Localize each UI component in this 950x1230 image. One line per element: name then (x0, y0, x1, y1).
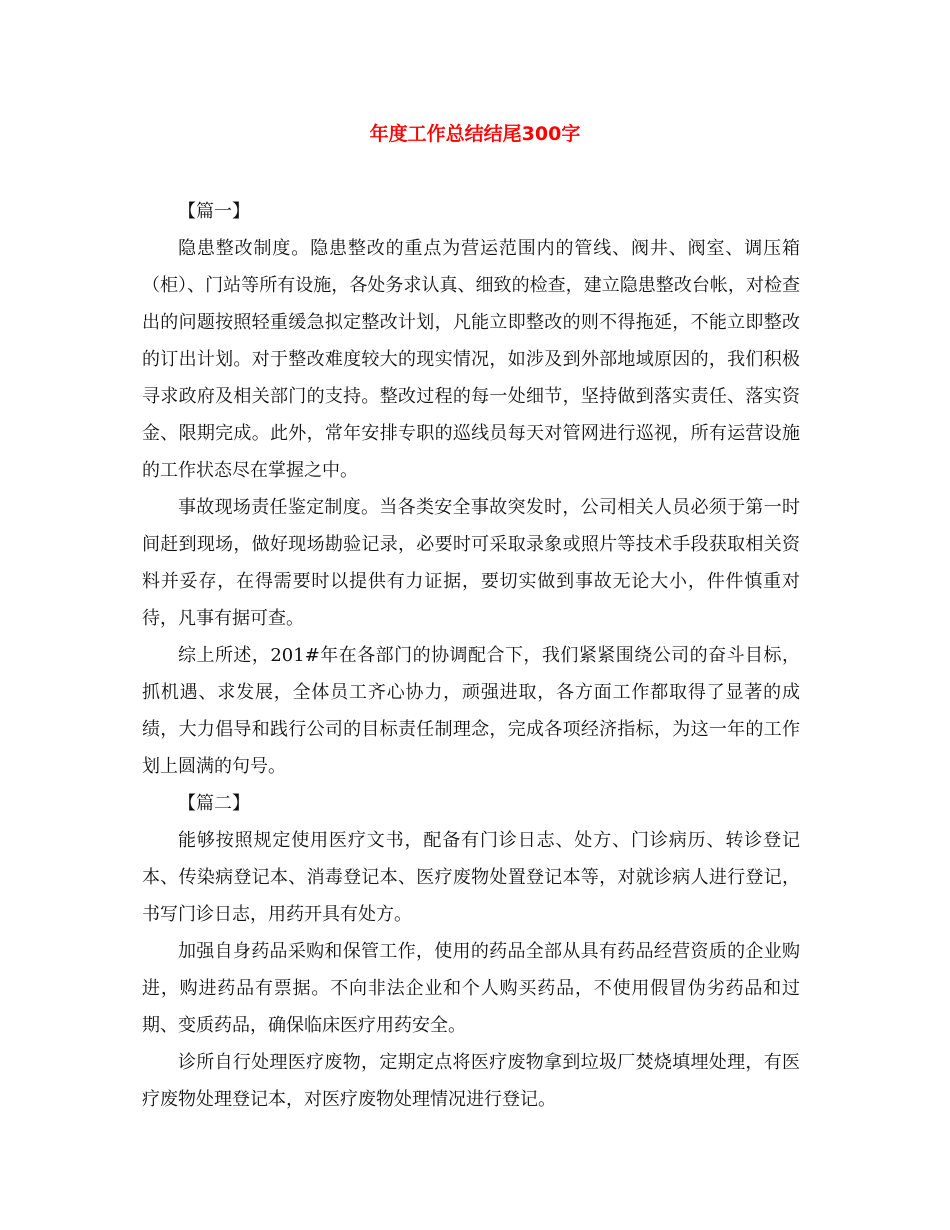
section-heading-1: 【篇一】 (178, 201, 250, 222)
paragraph: 综上所述，201#年在各部门的协调配合下，我们紧紧围绕公司的奋斗目标，抓机遇、求发展，全体员工齐心协力，顽强进取，各方面工作都取得了显著的成绩，大力倡导和践行公司的目标责任制理念，完成各项经济指标，为这一年的工作划上圆满的句号。 (142, 645, 800, 777)
paragraph: 诊所自行处理医疗废物，定期定点将医疗废物拿到垃圾厂焚烧填埋处理，有医疗废物处理登记本，对医疗废物处理情况进行登记。 (142, 1052, 800, 1110)
document-title: 年度工作总结结尾300字 (369, 123, 581, 145)
document-body (142, 193, 800, 1118)
paragraph: 加强自身药品采购和保管工作，使用的药品全部从具有药品经营资质的企业购进，购进药品有票据。不向非法企业和个人购买药品，不使用假冒伪劣药品和过期、变质药品，确保临床医疗用药安全。 (142, 941, 800, 1036)
paragraph: 能够按照规定使用医疗文书，配备有门诊日志、处方、门诊病历、转诊登记本、传染病登记本、消毒登记本、医疗废物处置登记本等，对就诊病人进行登记，书写门诊日志，用药开具有处方。 (142, 830, 800, 925)
paragraph: 隐患整改制度。隐患整改的重点为营运范围内的管线、阀井、阀室、调压箱（柜）、门站等所有设施，各处务求认真、细致的检查，建立隐患整改台帐，对检查出的问题按照轻重缓急拟定整改计划，凡能立即整改的则不得拖延，不能立即整改的订出计划。对于整改难度较大的现实情况，如涉及到外部地域原因的，我们积极寻求政府及相关部门的支持。整改过程的每一处细节，坚持做到落实责任、落实资金、限期完成。此外，常年安排专职的巡线员每天对管网进行巡视，所有运营设施的工作状态尽在掌握之中。 (142, 238, 800, 481)
paragraph: 事故现场责任鉴定制度。当各类安全事故突发时，公司相关人员必须于第一时间赶到现场，做好现场勘验记录，必要时可采取录象或照片等技术手段获取相关资料并妥存，在得需要时以提供有力证据，要切实做到事故无论大小，件件慎重对待，凡事有据可查。 (142, 497, 800, 629)
section-heading-2: 【篇二】 (178, 793, 250, 814)
